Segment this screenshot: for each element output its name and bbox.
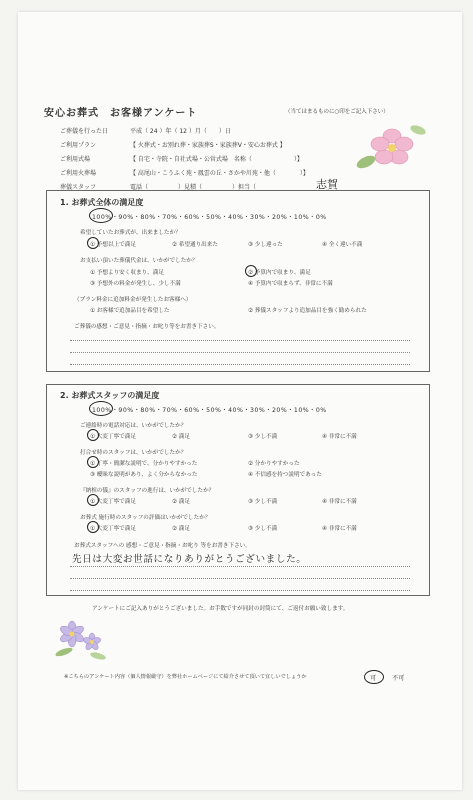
- style-value[interactable]: 【 自宅・寺院・自社式場・公営式場 名称（ ）】: [130, 156, 303, 163]
- s2-q2-opt1[interactable]: ① 丁寧・簡潔な説明で、分かりやすかった: [90, 461, 198, 467]
- s1-q1-opt1[interactable]: ① 予想以上で満足: [90, 242, 136, 248]
- section2-title: 2. お葬式スタッフの満足度: [60, 391, 160, 400]
- s1-comment-line: [70, 340, 410, 341]
- s2-q4-opt2[interactable]: ② 満足: [172, 526, 190, 532]
- plan-value[interactable]: 【 火葬式・お別れ葬・家族葬S・家族葬V・安心お葬式 】: [130, 142, 286, 149]
- pink-flower-decoration: [352, 118, 432, 178]
- section2-scale[interactable]: 100%・90%・80%・70%・60%・50%・40%・30%・20%・10%・0%: [92, 407, 327, 414]
- s2-q1-opt2[interactable]: ② 満足: [172, 434, 190, 440]
- s2-q4-opt4[interactable]: ④ 非常に不満: [322, 526, 357, 532]
- s2-q5: お葬式スタッフへの 感想・ご意見・指摘・お叱り 等をお書き下さい。: [74, 543, 251, 549]
- consent-no[interactable]: 不可: [392, 675, 405, 682]
- consent-question: ※こちらのアンケート内容（個人情報厳守）を弊社ホームページにて紹介させて頂いて宜しいでしょうか: [64, 674, 307, 680]
- s2-comment-line: [70, 590, 410, 591]
- s1-q1-opt2[interactable]: ② 希望通り出来た: [172, 242, 218, 248]
- s2-q1-opt4[interactable]: ④ 非常に不満: [322, 434, 357, 440]
- s1-q1-opt3[interactable]: ③ 少し違った: [248, 242, 283, 248]
- s2-q1-opt1[interactable]: ① 大変丁寧で満足: [90, 434, 136, 440]
- crematorium-label: ご利用火葬場: [60, 170, 97, 177]
- s2-q1-opt3[interactable]: ③ 少し不満: [248, 434, 278, 440]
- s1-comment-line: [70, 352, 410, 353]
- plan-label: ご利用プラン: [60, 142, 97, 149]
- s1-comment-line: [70, 364, 410, 365]
- s2-q2-opt4[interactable]: ④ 不信感を持つ説明であった: [248, 472, 322, 478]
- s1-q4: ご葬儀の感想・ご意見・指摘・お叱り等をお書き下さい。: [74, 324, 220, 330]
- purple-flower-decoration: [54, 618, 110, 662]
- consent-yes[interactable]: 可: [370, 675, 377, 682]
- s2-q1: ご連絡時の電話対応は、いかがでしたか？: [80, 423, 187, 429]
- date-label: ご葬儀を行った日: [60, 128, 109, 135]
- s2-q2-opt2[interactable]: ② 分かりやすかった: [248, 461, 300, 467]
- s2-q4: お葬式 施行時のスタッフの評価はいかがでしたか？: [80, 515, 211, 521]
- s2-q3-opt2[interactable]: ② 満足: [172, 499, 190, 505]
- s2-comment-line: [70, 566, 410, 567]
- staff-handwritten: 志賀: [316, 178, 338, 191]
- date-value[interactable]: 平成（ 24 ）年（ 12 ）月（ ）日: [130, 128, 231, 135]
- s1-q2: お支払い頂いた葬儀代金は、いかがでしたか？: [80, 258, 198, 264]
- s2-q3: 『納棺の儀』のスタッフの進行は、いかがでしたか？: [80, 488, 215, 494]
- section2-scale-selected: [89, 401, 113, 416]
- s2-handwritten-comment[interactable]: 先日は大変お世話になりありがとうございました。: [72, 554, 307, 565]
- page-title: 安心お葬式 お客様アンケート: [44, 108, 198, 119]
- s2-q3-opt1[interactable]: ① 大変丁寧で満足: [90, 499, 136, 505]
- s2-q3-opt4[interactable]: ④ 非常に不満: [322, 499, 357, 505]
- s1-q2-opt1[interactable]: ① 予想より安く収まり、満足: [90, 270, 164, 276]
- instruction-note: （当てはまるものに○印をご記入下さい）: [285, 109, 389, 115]
- section1-scale-selected: [89, 208, 113, 223]
- section1-scale[interactable]: 100%・90%・80%・70%・60%・50%・40%・30%・20%・10%・0%: [92, 214, 327, 221]
- s2-q2: 打合せ時のスタッフは、いかがでしたか？: [80, 450, 187, 456]
- s1-q2-opt2[interactable]: ② 予算内で収まり、満足: [248, 270, 311, 276]
- s2-q2-opt3[interactable]: ③ 曖昧な説明があり、よく分からなかった: [90, 472, 198, 478]
- thanks-text: アンケートにご記入ありがとうございました。お手数ですが同封の封筒にて、ご返付お願い致します。: [92, 606, 349, 612]
- s1-q1: 希望していたお葬式が、出来ましたか？: [80, 230, 181, 236]
- s1-q3-opt1[interactable]: ① お客様で追加品目を希望した: [90, 308, 170, 314]
- section1-title: 1. お葬式全体の満足度: [60, 198, 144, 207]
- style-label: ご利用式場: [60, 156, 91, 163]
- s2-q3-selected: [87, 494, 99, 506]
- s2-q2-selected: [87, 456, 99, 468]
- s1-q3-opt2[interactable]: ② 葬儀スタッフより追加品目を強く勧められた: [248, 308, 367, 314]
- s2-q4-opt1[interactable]: ① 大変丁寧で満足: [90, 526, 136, 532]
- s2-q1-selected: [87, 429, 99, 441]
- crematorium-value[interactable]: 【 高尾山・こうふく苑・鳳雲の丘・さかや川苑・他（ ）】: [130, 170, 309, 177]
- s2-comment-line: [70, 578, 410, 579]
- s1-q3: （プラン料金に追加料金が発生したお客様へ）: [74, 297, 192, 303]
- s2-q4-selected: [87, 521, 99, 533]
- consent-selected: [364, 670, 384, 684]
- s1-q1-opt4[interactable]: ④ 全く違い不満: [322, 242, 363, 248]
- s1-q2-selected: [245, 265, 257, 277]
- s1-q2-opt4[interactable]: ④ 予算内で収まらず、非常に不満: [248, 281, 333, 287]
- staff-label: 葬儀スタッフ: [60, 184, 97, 191]
- s1-q1-selected: [87, 237, 99, 249]
- staff-value[interactable]: 電話（ ）見積（ ）担当（: [130, 184, 257, 191]
- s2-q4-opt3[interactable]: ③ 少し不満: [248, 526, 278, 532]
- s2-q3-opt3[interactable]: ③ 少し不満: [248, 499, 278, 505]
- s1-q2-opt3[interactable]: ③ 予想外の料金が発生し、少し不満: [90, 281, 181, 287]
